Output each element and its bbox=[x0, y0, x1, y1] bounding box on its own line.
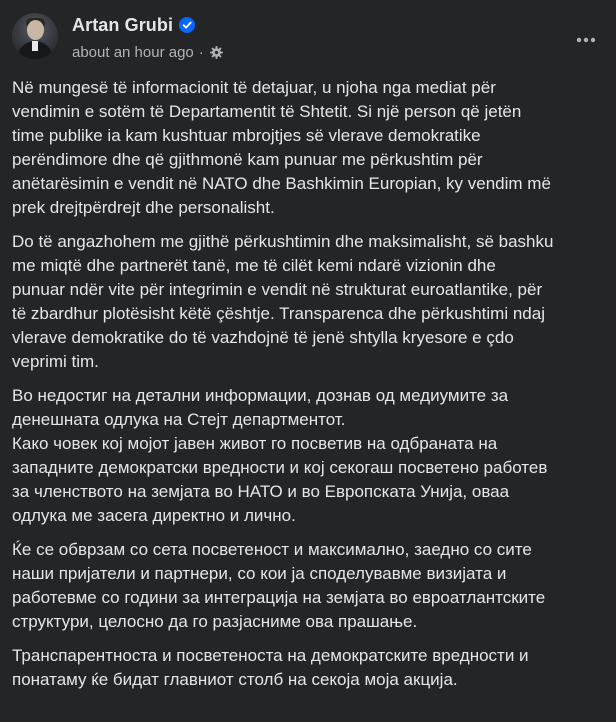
meta-separator: · bbox=[198, 43, 204, 61]
avatar-face bbox=[27, 20, 44, 40]
post-text-line: anëtarësimin e vendit në NATO dhe Bashkimin Europian, ky vendim më bbox=[12, 174, 551, 193]
verified-badge-icon bbox=[179, 17, 195, 33]
post-body bbox=[12, 76, 602, 702]
post-paragraph bbox=[12, 76, 602, 220]
post-meta bbox=[72, 42, 224, 62]
post-text-line: Во недостиг на детални информации, дознав од медиумите за bbox=[12, 386, 509, 405]
post-text-line: Në mungesë të informacionit të detajuar, u njoha nga mediat për bbox=[12, 78, 496, 97]
post-paragraph bbox=[12, 644, 602, 692]
avatar-collar bbox=[32, 41, 38, 51]
post-paragraph bbox=[12, 384, 602, 528]
post-header bbox=[0, 0, 616, 76]
post-text-line: punuar ndër vite për integrimin e vendit në strukturat euroatlantike, për bbox=[12, 280, 543, 299]
post-text-line: денешната одлука на Стејт департментот. bbox=[12, 410, 346, 429]
post-text-line: vlerave demokratike do të vazhdojnë të jenë shtylla kryesore e çdo bbox=[12, 328, 514, 347]
post-paragraph bbox=[12, 538, 602, 634]
author-avatar[interactable] bbox=[12, 13, 58, 59]
author-name-row bbox=[72, 13, 195, 37]
post-text-line: за членството на земјата во НАТО и во Европската Унија, оваа bbox=[12, 482, 510, 501]
post-text-line: prek drejtpërdrejt dhe personalisht. bbox=[12, 198, 275, 217]
author-name[interactable]: Artan Grubi bbox=[72, 14, 174, 35]
post-timestamp[interactable]: about an hour ago bbox=[72, 43, 194, 61]
post-text-line: Do të angazhohem me gjithë përkushtimin dhe maksimalisht, së bashku bbox=[12, 232, 554, 251]
post-text-line: Како човек кој мојот јавен живот го посветив на одбраната на bbox=[12, 434, 498, 453]
more-options-button[interactable] bbox=[568, 22, 604, 58]
post-text-line: Ќе се обврзам со сета посветеност и максимално, заедно со сите bbox=[12, 540, 532, 559]
post-text-line: понатаму ќе бидат главниот столб на секоја моја акција. bbox=[12, 670, 458, 689]
post-text-line: одлука ме засега директно и лично. bbox=[12, 506, 296, 525]
post-text-line: veprimi tim. bbox=[12, 352, 99, 371]
post-paragraph bbox=[12, 230, 602, 374]
post-text-line: западните демократски вредности и кој секогаш посветено работев bbox=[12, 458, 548, 477]
post-text-line: perëndimore dhe që gjithmonë kam punuar me përkushtim për bbox=[12, 150, 483, 169]
post-text-line: vendimin e sotëm të Departamentit të Shtetit. Si një person që jetën bbox=[12, 102, 522, 121]
post-text-line: me miqtë dhe partnerët tanë, me të cilët kemi ndarë vizionin dhe bbox=[12, 256, 496, 275]
post-text-line: наши пријатели и партнери, со кои ја споделувавме визијата и bbox=[12, 564, 507, 583]
gear-icon[interactable] bbox=[209, 45, 224, 60]
more-options-icon bbox=[576, 37, 596, 43]
post-text-line: работевме со години за интеграција на земјата во евроатлантските bbox=[12, 588, 546, 607]
post-text-line: të zbardhur plotësisht këtë çështje. Transparenca dhe përkushtimi ndaj bbox=[12, 304, 545, 323]
post-text-line: Транспарентноста и посветеноста на демократските вредности и bbox=[12, 646, 529, 665]
post-text-line: структури, целосно да го разјасниме ова прашање. bbox=[12, 612, 418, 631]
post-text-line: time publike ia kam kushtuar mbrojtjes së vlerave demokratike bbox=[12, 126, 481, 145]
